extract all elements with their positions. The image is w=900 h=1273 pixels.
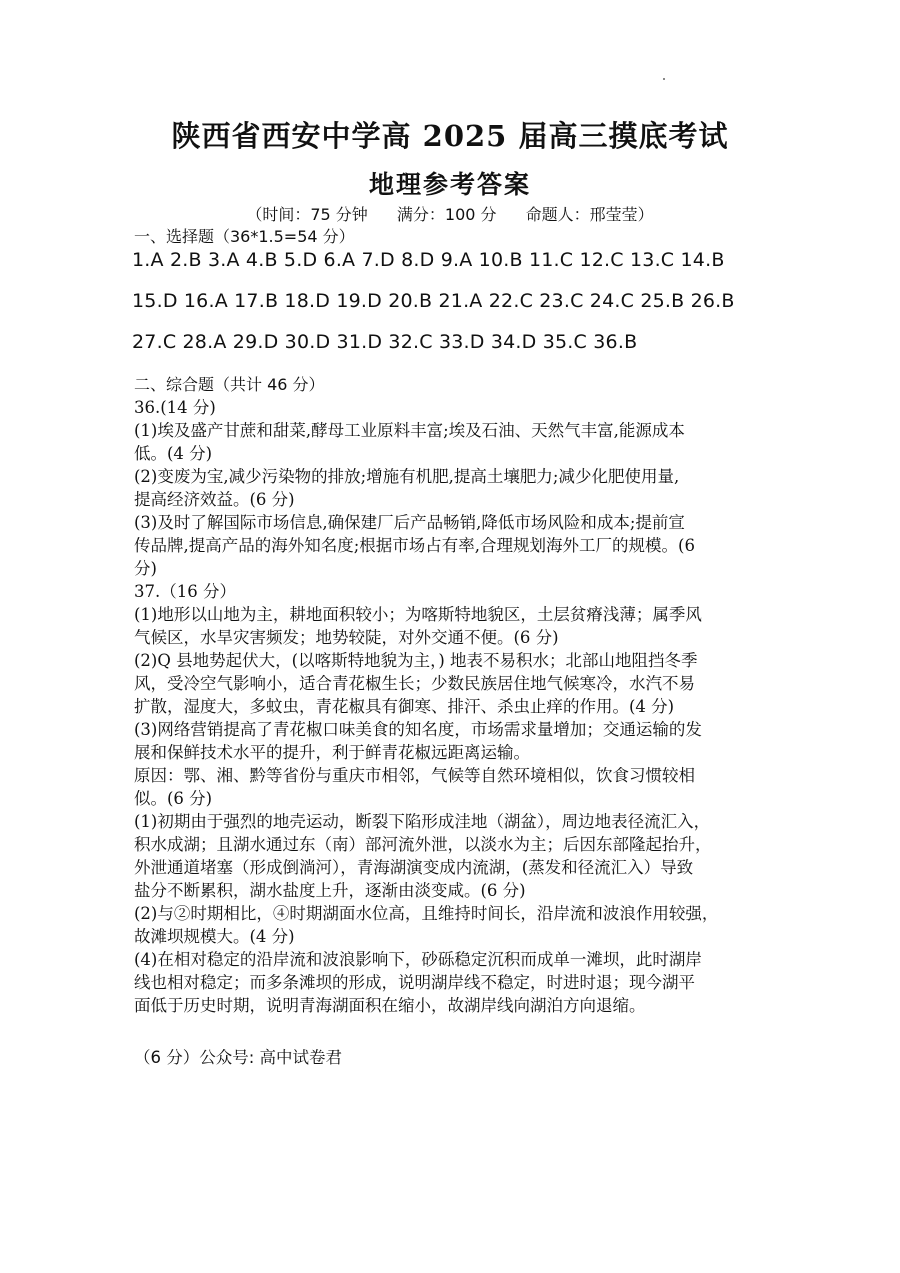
answer-line: 36.(14 分) <box>134 398 216 417</box>
exam-time: （时间：75 分钟 <box>246 205 368 224</box>
section-choice-title: 一、选择题（36*1.5=54 分） <box>134 227 355 246</box>
answer-line: 积水成湖；且湖水通过东（南）部河流外泄，以淡水为主；后因东部隆起抬升， <box>134 835 712 854</box>
choice-answer-row: 1.A 2.B 3.A 4.B 5.D 6.A 7.D 8.D 9.A 10.B 11.C 12.C 13.C 14.B <box>132 249 725 271</box>
answer-line: 气候区，水旱灾害频发；地势较陡，对外交通不便。(6 分) <box>134 628 559 647</box>
answer-line: (1)地形以山地为主，耕地面积较小；为喀斯特地貌区，土层贫瘠浅薄；属季风 <box>134 605 702 624</box>
answer-line: 外泄通道堵塞（形成倒淌河），青海湖演变成内流湖，(蒸发和径流汇入）导致 <box>134 858 694 877</box>
answer-line: 37.（16 分） <box>134 582 236 601</box>
choice-answer-row: 27.C 28.A 29.D 30.D 31.D 32.C 33.D 34.D 35.C 36.B <box>132 331 638 353</box>
comprehensive-answers <box>134 396 774 1017</box>
answer-line: 展和保鲜技术水平的提升，利于鲜青花椒远距离运输。 <box>134 743 530 762</box>
page-subtitle: 地理参考答案 <box>368 170 531 199</box>
answer-line: 提高经济效益。(6 分) <box>134 490 295 509</box>
page-title: 陕西省西安中学高 2025 届高三摸底考试 <box>171 119 729 153</box>
answer-line: (2)变废为宝,减少污染物的排放;增施有机肥,提高土壤肥力;减少化肥使用量, <box>134 467 680 486</box>
footer-note: （6 分）公众号: 高中试卷君 <box>134 1048 343 1067</box>
answer-line: 传品牌,提高产品的海外知名度;根据市场占有率,合理规划海外工厂的规模。(6 <box>134 536 695 555</box>
answer-line: (2)Q 县地势起伏大，(以喀斯特地貌为主，) 地表不易积水；北部山地阻挡冬季 <box>134 651 698 670</box>
answer-line: 盐分不断累积，湖水盐度上升，逐渐由淡变咸。(6 分) <box>134 881 526 900</box>
answer-line: 风，受冷空气影响小，适合青花椒生长；少数民族居住地气候寒冷，水汽不易 <box>134 674 695 693</box>
exam-info <box>0 202 900 225</box>
answer-line: 原因：鄂、湘、黔等省份与重庆市相邻，气候等自然环境相似，饮食习惯较相 <box>134 766 695 785</box>
section-comprehensive-title: 二、综合题（共计 46 分） <box>134 375 325 394</box>
scan-speck <box>663 78 665 80</box>
answer-line: 面低于历史时期，说明青海湖面积在缩小，故湖岸线向湖泊方向退缩。 <box>134 996 646 1015</box>
answer-line: (1)初期由于强烈的地壳运动，断裂下陷形成洼地（湖盆），周边地表径流汇入， <box>134 812 711 831</box>
exam-score: 满分：100 分 <box>396 205 497 224</box>
answer-line: (3)网络营销提高了青花椒口味美食的知名度，市场需求量增加；交通运输的发 <box>134 720 702 739</box>
answer-line: 低。(4 分) <box>134 444 213 463</box>
answer-line: (1)埃及盛产甘蔗和甜菜,酵母工业原料丰富;埃及石油、天然气丰富,能源成本 <box>134 421 685 440</box>
choice-answer-row: 15.D 16.A 17.B 18.D 19.D 20.B 21.A 22.C 23.C 24.C 25.B 26.B <box>132 290 735 312</box>
answer-line: (2)与②时期相比，④时期湖面水位高，且维持时间长，沿岸流和波浪作用较强， <box>134 904 719 923</box>
answer-line: (3)及时了解国际市场信息,确保建厂后产品畅销,降低市场风险和成本;提前宣 <box>134 513 685 532</box>
answer-line: 分) <box>134 559 157 578</box>
answer-line: 似。(6 分) <box>134 789 213 808</box>
exam-author: 命题人：邢莹莹） <box>525 205 654 224</box>
answer-line: 线也相对稳定；而多条滩坝的形成，说明湖岸线不稳定，时进时退；现今湖平 <box>134 973 695 992</box>
answer-line: (4)在相对稳定的沿岸流和波浪影响下，砂砾稳定沉积而成单一滩坝，此时湖岸 <box>134 950 702 969</box>
answer-line: 扩散，湿度大，多蚊虫，青花椒具有御寒、排汗、杀虫止痒的作用。(4 分) <box>134 697 675 716</box>
answer-line: 故滩坝规模大。(4 分) <box>134 927 295 946</box>
